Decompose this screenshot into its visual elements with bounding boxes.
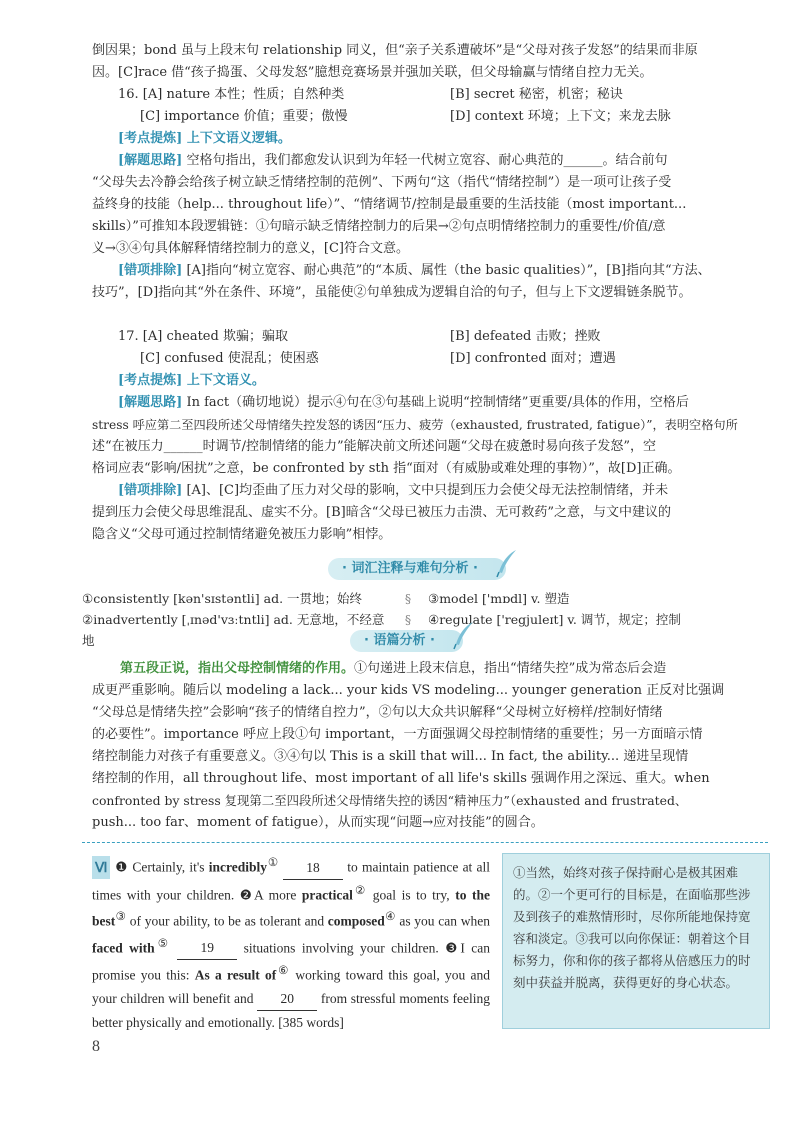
vocab-section-banner (328, 558, 506, 580)
q17-point (92, 370, 768, 392)
q16-idea-line-4: 义→③④句具体解释情绪控制力的意义，[C]符合文意。 (92, 241, 409, 256)
analysis-line-1: 成更严重影响。随后以 modeling a lack... your kids VS modeling... younger generation 正反对比强调 (92, 683, 725, 698)
analysis-section-banner (350, 630, 463, 652)
analysis-line-5: 绪控制的作用，all throughout life、most important of all life's skills 强调作用之深远、重大。when (92, 771, 710, 786)
blank-19[interactable]: 19 (177, 936, 237, 960)
q16-option-d: [D] context 环境；上下文；来龙去脉 (450, 109, 671, 124)
word-as-a-result-of: As a result of (194, 967, 277, 983)
vocab-item-1: ①consistently [kən'sɪstəntli] ad. 一贯地；始终 (82, 591, 363, 606)
q17-idea-line-1: stress 呼应第二至四段所述父母情绪失控发怒的诱因“压力、疲劳（exhausted, frustrated, fatigue）”，表明空格句所 (92, 418, 738, 432)
top-line-1: 倒因果；bond 虽与上段末句 relationship 同义，但“亲子关系遭破坏”是“父母对孩子发怒”的结果而非原 (92, 43, 698, 58)
q16-idea-line-3: skills）”可推知本段逻辑链：①句暗示缺乏情绪控制力的后果→②句点明情绪控制力的重要性/价值/意 (92, 219, 666, 234)
q17-option-c: [C] confused 使混乱；使困惑 (140, 351, 319, 366)
question-17 (92, 326, 768, 546)
q16-option-c: [C] importance 价值；重要；傲慢 (140, 109, 348, 124)
blank-18[interactable]: 18 (283, 856, 343, 880)
q16-options-row-1 (92, 84, 768, 106)
word-incredibly: incredibly (208, 859, 268, 875)
vocab-item-3: ③model ['mɒdl] v. 塑造 (428, 591, 570, 606)
analysis-lead: 第五段正说，指出父母控制情绪的作用。 (120, 661, 355, 676)
q16-elim-line-1: 技巧”，[D]指向其“外在条件、环境”，虽能使②句单独成为逻辑自洽的句子，但与上下文逻辑链条脱节。 (92, 285, 692, 300)
q17-option-a: 17. [A] cheated 欺骗；骗取 (118, 329, 288, 344)
q17-options-row-2 (92, 348, 768, 370)
analysis-banner-title: · 语篇分析 · (364, 633, 435, 648)
q16-elim-line-0: [错项排除] [A]指向“树立宽容、耐心典范”的“本质、属性（the basic qualities）”，[B]指向其“方法、 (118, 263, 711, 278)
q17-idea-line-3: 格词应表“影响/困扰”之意，be confronted by sth 指“面对（有威胁或难处理的事物）”，故[D]正确。 (92, 461, 681, 476)
blank-20[interactable]: 20 (257, 987, 317, 1011)
q17-elim-line-0: [错项排除] [A]、[C]均歪曲了压力对父母的影响，文中只提到压力会使父母无法控制情绪，并未 (118, 483, 669, 498)
q17-option-b: [B] defeated 击败；挫败 (450, 329, 601, 344)
translation-box (502, 853, 770, 1029)
q16-idea-line-2: 益终身的技能（help... throughout life）”、“情绪调节/控制是最重要的生活技能（most important... (92, 197, 687, 212)
q17-idea-line-2: 述“在被压力______时调节/控制情绪的能力”能解决前文所述问题“父母在疲惫时易向孩子发怒”，空 (92, 439, 656, 454)
vocab-row-1 (82, 588, 768, 609)
word-composed: composed (327, 913, 385, 929)
translation-text: ①当然，始终对孩子保持耐心是极其困难的。②一个更可行的目标是，在面临那些涉及到孩子的难熬情形时，尽你所能地保持宽容和淡定。③我可以向你保证：朝着这个目标努力，你和你的孩子都将从倍感压力的时刻中获益并脱离，获得更好的身心状态。 (513, 865, 751, 990)
q16-point-label: [考点提炼] (118, 131, 183, 146)
q16-options-row-2 (92, 106, 768, 128)
q17-idea-line-0: [解题思路] In fact（确切地说）提示④句在③句基础上说明“控制情绪”更重要/具体的作用，空格后 (118, 395, 689, 410)
q16-idea-line-1: “父母失去冷静会给孩子树立缺乏情绪控制的范例”、下两句“这（指代“情绪控制”）是一项可让孩子受 (92, 175, 672, 190)
section-divider (82, 842, 768, 843)
vocab-item-2: ②inadvertently [ˌɪnəd'vɜːtntli] ad. 无意地，不经意地 (82, 612, 385, 648)
analysis-line-0: 第五段正说，指出父母控制情绪的作用。①句递进上段末信息，指出“情绪失控”成为常态后会造 (120, 661, 667, 676)
q17-options-row-1 (92, 326, 768, 348)
word-practical: practical (301, 887, 353, 902)
q17-point-text: 上下文语义。 (182, 373, 265, 388)
analysis-paragraph (92, 658, 768, 834)
q16-idea-line-0: [解题思路] 空格句指出，我们都愈发认识到为年轻一代树立宽容、耐心典范的______。结合前句 (118, 153, 668, 168)
q16-point-text: 上下文语义逻辑。 (182, 131, 291, 146)
passage-vi: Ⅵ ❶ Certainly, it's incredibly① 18 to maintain patience at all times with your children. ❷A more practical② goal is to try, to the best③ of your ability, to be as tolerant and composed④ as you can when faced with⑤ 19 situations involving your children. ❸I can promise you this: As a result of⑥ working toward this goal, you and your children will benefit and 20 from stressful moments feeling better physically and emotionally. [385 words] (92, 857, 491, 1030)
word-to-the-best: to the best (92, 887, 490, 929)
q17-elim-line-2: 隐含义“父母可通过控制情绪避免被压力影响”相悖。 (92, 527, 392, 542)
q16-idea-label: [解题思路] (118, 153, 183, 168)
vocab-banner-title: · 词汇注释与难句分析 · (342, 561, 478, 576)
vocab-separator-1: § (404, 591, 412, 606)
vocab-item-4: ④regulate ['regjuleɪt] v. 调节，规定；控制 (428, 612, 681, 627)
word-faced-with: faced with (92, 940, 155, 955)
q17-point-label: [考点提炼] (118, 373, 183, 388)
q16-point (92, 128, 768, 150)
passage-label: Ⅵ (92, 856, 110, 879)
question-16 (92, 84, 768, 304)
q16-elim-label: [错项排除] (118, 263, 183, 278)
analysis-line-2: “父母总是情绪失控”会影响“孩子的情绪自控力”，②句以大众共识解释“父母树立好榜样/控制好情绪 (92, 705, 663, 720)
q17-elim-line-1: 提到压力会使父母思维混乱、虚实不分。[B]暗含“父母已被压力击溃、无可救药”之意，与文中建议的 (92, 505, 671, 520)
q17-elim-label: [错项排除] (118, 483, 183, 498)
q17-idea-label: [解题思路] (118, 395, 183, 410)
q16-option-a: 16. [A] nature 本性；性质；自然种类 (118, 87, 345, 102)
q16-option-b: [B] secret 秘密，机密；秘诀 (450, 87, 623, 102)
top-paragraph (92, 40, 768, 84)
q17-option-d: [D] confronted 面对；遭遇 (450, 351, 616, 366)
analysis-line-4: 绪控制能力对孩子有重要意义。③④句以 This is a skill that will... In fact, the ability... 递进呈现情 (92, 749, 689, 764)
analysis-line-6: confronted by stress 复现第二至四段所述父母情绪失控的诱因“精神压力”（exhausted and frustrated、 (92, 793, 688, 808)
analysis-line-7: push... too far、moment of fatigue），从而实现“问题→应对技能”的圆合。 (92, 815, 544, 830)
top-line-2: 因。[C]race 借“孩子捣蛋、父母发怒”臆想竞赛场景并强加关联，但父母输赢与情绪自控力无关。 (92, 65, 653, 80)
page-number: 8 (92, 1038, 100, 1055)
quill-pen-icon (494, 548, 520, 578)
vocab-separator-2: § (404, 612, 412, 627)
quill-pen-icon (451, 620, 477, 650)
analysis-line-3: 的必要性”。importance 呼应上段①句 important，一方面强调父母控制情绪的重要性；另一方面暗示情 (92, 727, 703, 742)
